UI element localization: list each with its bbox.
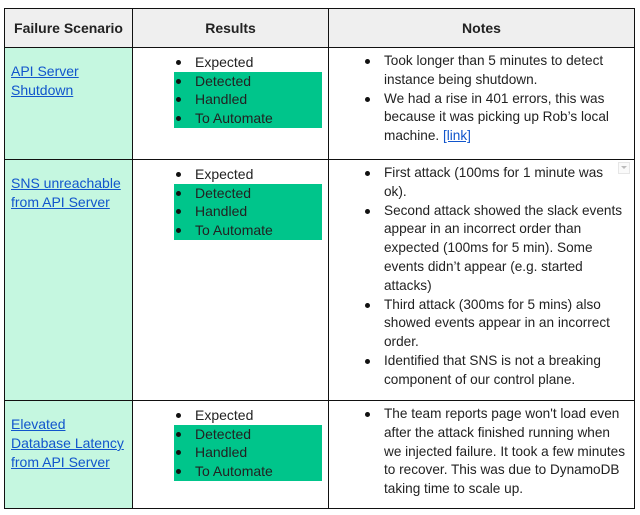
result-handled: Handled [174, 90, 322, 109]
header-results: Results [133, 9, 329, 48]
result-to-automate: To Automate [174, 109, 322, 128]
note-item: We had a rise in 401 errors, this was because it was picking up Rob’s local machine. [link] [363, 90, 626, 146]
table-row [5, 401, 635, 509]
note-item: Third attack (300ms for 5 mins) also showed events appear in an incorrect order. [363, 296, 626, 352]
failure-scenarios-table [4, 8, 635, 509]
note-item: Identified that SNS is not a breaking component of our control plane. [363, 352, 626, 390]
results-list [174, 165, 322, 240]
result-expected: Expected [174, 406, 322, 425]
result-detected: Detected [174, 72, 322, 91]
header-failure-scenario: Failure Scenario [5, 9, 133, 48]
scenario-cell [5, 48, 133, 160]
result-to-automate: To Automate [174, 221, 322, 240]
result-detected: Detected [174, 425, 322, 444]
result-expected: Expected [174, 165, 322, 184]
notes-cell [329, 401, 635, 509]
table-row [5, 48, 635, 160]
scenario-link[interactable]: Elevated Database Latency from API Server [11, 416, 124, 470]
result-handled: Handled [174, 443, 322, 462]
scenario-link[interactable]: API Server Shutdown [11, 63, 79, 98]
results-cell [133, 401, 329, 509]
notes-cell [329, 160, 635, 401]
header-notes: Notes [329, 9, 635, 48]
result-handled: Handled [174, 202, 322, 221]
note-item: Second attack showed the slack events appear in an incorrect order than expected (100ms for 5 min). Some events didn’t appear (e.g. started attacks) [363, 202, 626, 296]
result-detected: Detected [174, 184, 322, 203]
notes-cell [329, 48, 635, 160]
header-row [5, 9, 635, 48]
note-link[interactable]: [link] [442, 128, 471, 144]
notes-list [329, 401, 634, 507]
result-expected: Expected [174, 53, 322, 72]
notes-list [329, 160, 634, 398]
scenario-cell [5, 160, 133, 401]
notes-list [329, 48, 634, 154]
results-cell [133, 48, 329, 160]
results-list [174, 406, 322, 481]
results-list [174, 53, 322, 128]
table-row [5, 160, 635, 401]
scenario-link[interactable]: SNS unreachable from API Server [11, 175, 121, 210]
scenario-cell [5, 401, 133, 509]
result-to-automate: To Automate [174, 462, 322, 481]
note-item: Took longer than 5 minutes to detect instance being shutdown. [363, 52, 626, 90]
results-cell [133, 160, 329, 401]
note-item: The team reports page won't load even after the attack finished running when we injected failure. It took a few minutes to recover. This was due to DynamoDB taking time to scale up. [363, 405, 626, 499]
note-item: First attack (100ms for 1 minute was ok). [363, 164, 626, 202]
